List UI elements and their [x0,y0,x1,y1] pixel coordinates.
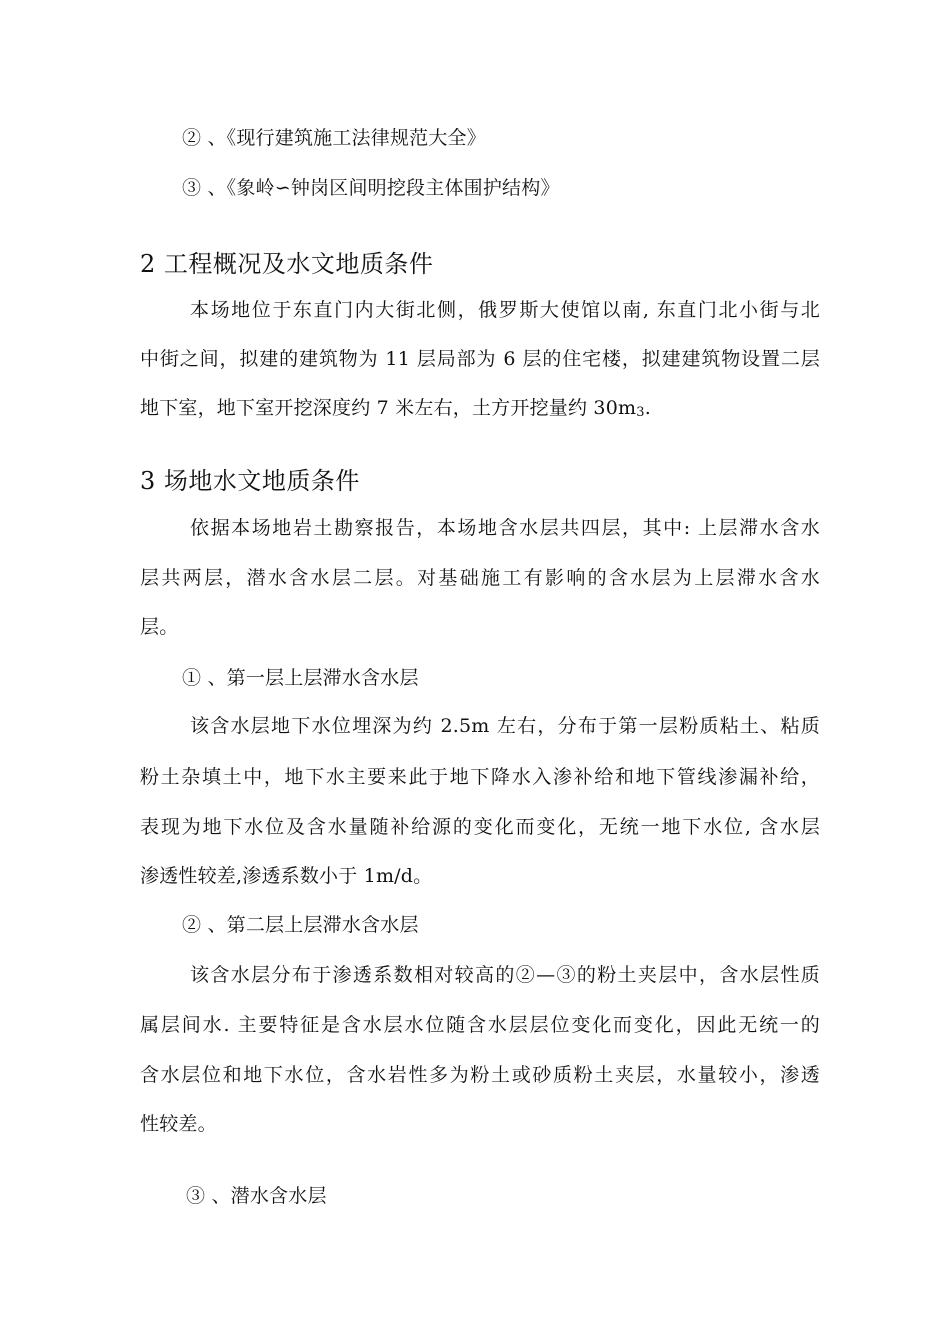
section-2-line-3 [140,396,820,425]
section-3-intro-line-2: 层共两层，潜水含水层二层。对基础施工有影响的含水层为上层滞水含水 [140,567,820,589]
aquifer-2-line-2: 属层间水. 主要特征是含水层水位随含水层层位变化而变化，因此无统一的 [140,1014,820,1036]
section-3-heading: 3 场地水文地质条件 [140,467,360,495]
section-3-intro-line-3: 层。 [140,616,179,638]
aquifer-2-title: ② 、第二层上层滞水含水层 [182,914,419,936]
section-2-line-2: 中街之间，拟建的建筑物为 11 层局部为 6 层的住宅楼，拟建建筑物设置二层 [140,348,820,370]
aquifer-1-line-4: 渗透性较差,渗透系数小于 1m/d。 [140,865,433,887]
aquifer-1-line-1: 该含水层地下水位埋深为约 2.5m 左右，分布于第一层粉质粘土、粘质 [190,715,820,737]
aquifer-1-title: ① 、第一层上层滞水含水层 [182,667,419,689]
section-3-intro-line-1: 依据本场地岩土勘察报告，本场地含水层共四层，其中: 上层滞水含水 [190,517,820,539]
aquifer-1-line-3: 表现为地下水位及含水量随补给源的变化而变化，无统一地下水位, 含水层 [140,816,820,838]
aquifer-2-line-1: 该含水层分布于渗透系数相对较高的②—③的粉土夹层中，含水层性质 [190,964,820,986]
reference-item-2: ② 、《现行建筑施工法律规范大全》 [182,127,486,149]
section-2-heading: 2 工程概况及水文地质条件 [140,250,434,278]
section-2-line-3-end: . [644,397,651,419]
aquifer-2-line-4: 性较差。 [140,1113,217,1135]
aquifer-3-title: ③ 、潜水含水层 [186,1185,327,1207]
aquifer-2-line-3: 含水层位和地下水位，含水岩性多为粉土或砂质粉土夹层，水量较小，渗透 [140,1064,820,1086]
section-2-line-3-text: 地下室，地下室开挖深度约 7 米左右，土方开挖量约 30m [140,397,637,419]
section-2-line-1: 本场地位于东直门内大街北侧，俄罗斯大使馆以南, 东直门北小街与北 [190,299,820,321]
aquifer-1-line-2: 粉土杂填土中，地下水主要来此于地下降水入渗补给和地下管线渗漏补给， [140,766,820,788]
cubic-unit-subscript: 3 [636,405,645,420]
reference-item-3: ③ 、《象岭∽钟岗区间明挖段主体围护结构》 [182,177,560,199]
